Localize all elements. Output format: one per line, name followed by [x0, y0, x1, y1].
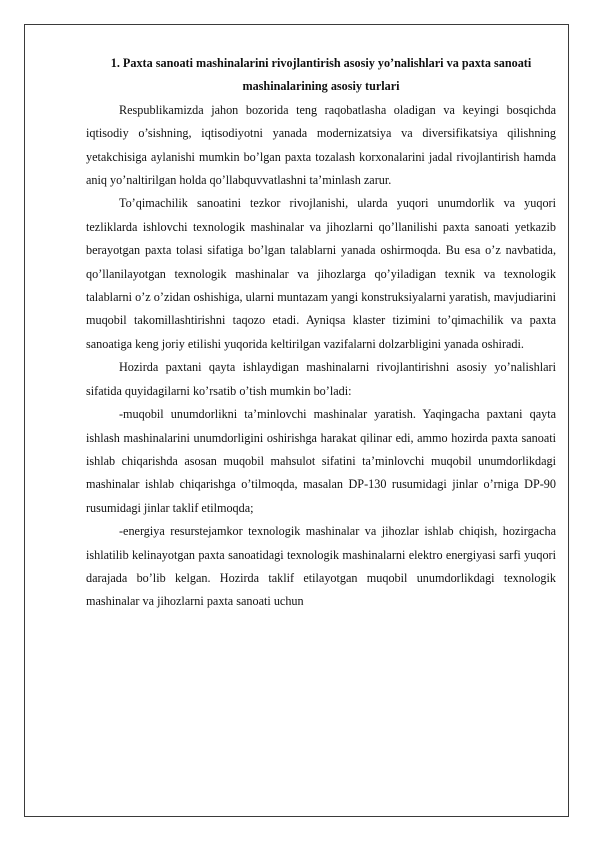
paragraph-4: -muqobil unumdorlikni ta’minlovchi mashinalar yaratish. Yaqingacha paxtani qayta ishlash mashinalarini unumdorligini oshirishga harakat qilinar edi, ammo hozirda paxta sanoati ishlab chiqarishda asosan muqobil mahsulot sifatini ta’minlovchi muqobil unumdorlikdagi mashinalar ishlab chiqarishga o’tilmoqda, masalan DP-130 rusumidagi jinlar o’rniga DP-90 rusumidagi jinlar taklif etilmoqda; [86, 407, 556, 515]
document-body [86, 52, 556, 614]
paragraph-5: -energiya resurstejamkor texnologik mashinalar va jihozlar ishlab chiqish, hozirgacha ishlatilib kelinayotgan paxta sanoatidagi texnologik mashinalarni elektro energiyasi sarfi yuqori darajada bo’lib kelgan. Hozirda taklif etilayotgan muqobil unumdorlikdagi texnologik mashinalar va jihozlarni paxta sanoati uchun [86, 524, 556, 609]
paragraph-2: To’qimachilik sanoatini tezkor rivojlanishi, ularda yuqori unumdorlik va yuqori tezliklarda ishlovchi texnologik mashinalar va jihozlarni qo’llanilishi paxta sanoati yetkazib berayotgan paxta tolasi sifatiga bo’lgan talablarni yanada oshirmoqda. Bu esa o’z navbatida, qo’llanilayotgan texnologik mashinalar va jihozlarga qo’yiladigan texnik va texnologik talablarni o’z o’zidan oshishiga, ularni muntazam yangi konstruksiyalarni yaratish, mavjudiarini muqobil takomillashtirishni taqozo etadi. Ayniqsa klaster tizimini to’qimachilik va paxta sanoatiga keng joriy etilishi yuqorida keltirilgan vazifalarni dolzarbligini yanada oshiradi. [86, 196, 556, 351]
paragraph-3: Hozirda paxtani qayta ishlaydigan mashinalarni rivojlantirishni asosiy yo’nalishlari sifatida quyidagilarni ko’rsatib o’tish mumkin bo’ladi: [86, 360, 556, 398]
section-heading: 1. Paxta sanoati mashinalarini rivojlantirish asosiy yo’nalishlari va paxta sanoati mashinalarining asosiy turlari [110, 56, 532, 94]
paragraph-1: Respublikamizda jahon bozorida teng raqobatlasha oladigan va keyingi bosqichda iqtisodiy o’sishning, iqtisodiyotni yanada modernizatsiya va diversifikatsiya qilishning yetakchisiga aylanishi mumkin bo’lgan paxta tozalash korxonalarini jadal rivojlantirish hamda aniq yo’naltirilgan holda qo’llabquvvatlashni ta’minlash zarur. [86, 102, 556, 188]
